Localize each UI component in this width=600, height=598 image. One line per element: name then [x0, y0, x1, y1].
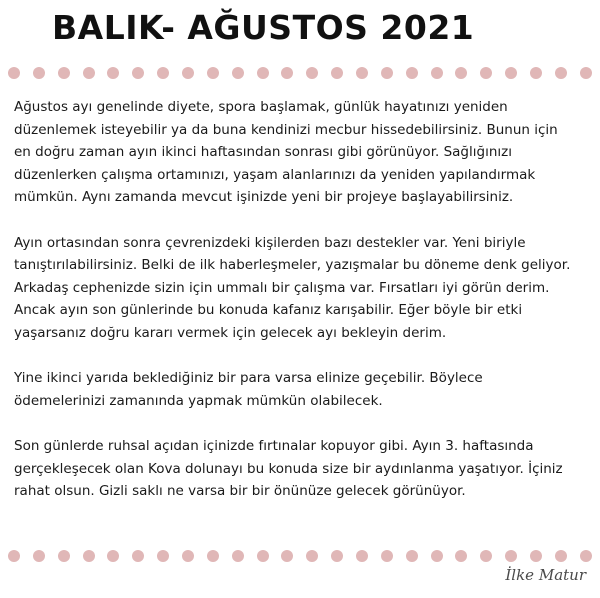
divider-dot [431, 67, 443, 79]
divider-dot [331, 67, 343, 79]
divider-dot [8, 550, 20, 562]
divider-dot [406, 550, 418, 562]
divider-dot [580, 67, 592, 79]
text-line: düzenlemek isteyebilir ya da buna kendinizi mecbur hissedebilirsiniz. Bunun için [14, 121, 558, 138]
divider-dot [381, 67, 393, 79]
divider-dot [306, 550, 318, 562]
divider-dot [431, 550, 443, 562]
divider-dot [455, 67, 467, 79]
paragraph [14, 435, 588, 503]
divider-dot [406, 67, 418, 79]
divider-dot [555, 550, 567, 562]
divider-dot [182, 550, 194, 562]
divider-dot [381, 550, 393, 562]
text-line: düzenlerken çalışma ortamınızı, yaşam alanlarınızı da yeniden yapılandırmak [14, 166, 536, 183]
divider-dot [107, 67, 119, 79]
divider-dot [306, 67, 318, 79]
bottom-dot-divider [8, 550, 592, 562]
divider-dot [58, 67, 70, 79]
divider-dot [232, 550, 244, 562]
divider-dot [157, 67, 169, 79]
divider-dot [580, 550, 592, 562]
divider-dot [157, 550, 169, 562]
text-line: Son günlerde ruhsal açıdan içinizde fırtınalar kopuyor gibi. Ayın 3. haftasında [14, 437, 534, 454]
divider-dot [182, 67, 194, 79]
text-line: ödemelerinizi zamanında yapmak mümkün olabilecek. [14, 392, 383, 409]
divider-dot [555, 67, 567, 79]
divider-dot [207, 67, 219, 79]
divider-dot [33, 67, 45, 79]
divider-dot [356, 550, 368, 562]
text-line: mümkün. Aynı zamanda mevcut işinizde yeni bir projeye başlayabilirsiniz. [14, 189, 514, 206]
divider-dot [83, 67, 95, 79]
divider-dot [207, 550, 219, 562]
divider-dot [281, 67, 293, 79]
divider-dot [232, 67, 244, 79]
text-line: gerçekleşecek olan Kova dolunayı bu konuda size bir aydınlanma yaşatıyor. İçiniz [14, 460, 563, 477]
top-dot-divider [8, 67, 592, 79]
paragraph [14, 367, 588, 412]
text-line: Ancak ayın son günlerinde bu konuda kafanız karışabilir. Eğer böyle bir etki [14, 302, 523, 319]
divider-dot [132, 67, 144, 79]
divider-dot [281, 550, 293, 562]
text-line: Ağustos ayı genelinde diyete, spora başlamak, günlük hayatınızı yeniden [14, 99, 508, 115]
text-line: yaşarsanız doğru kararı vermek için gelecek ayı bekleyin derim. [14, 324, 447, 341]
divider-dot [480, 67, 492, 79]
text-line: tanıştırılabilirsiniz. Belki de ilk haberleşmeler, yazışmalar bu döneme denk geliyor. [14, 257, 571, 274]
paragraph [14, 96, 588, 209]
page-title: BALIK- AĞUSTOS 2021 [52, 8, 475, 47]
divider-dot [530, 550, 542, 562]
divider-dot [530, 67, 542, 79]
divider-dot [505, 67, 517, 79]
text-line: rahat olsun. Gizli saklı ne varsa bir bir önünüze gelecek görünüyor. [14, 483, 466, 500]
divider-dot [83, 550, 95, 562]
divider-dot [257, 67, 269, 79]
author-signature: İlke Matur [505, 566, 586, 584]
text-line: Arkadaş cephenizde sizin için ummalı bir çalışma var. Fırsatları iyi görün derim. [14, 279, 550, 296]
paragraph [14, 232, 588, 345]
text-line: Ayın ortasından sonra çevrenizdeki kişilerden bazı destekler var. Yeni biriyle [14, 234, 526, 251]
divider-dot [455, 550, 467, 562]
text-line: Yine ikinci yarıda beklediğiniz bir para varsa elinize geçebilir. Böylece [14, 370, 483, 387]
divider-dot [8, 67, 20, 79]
divider-dot [257, 550, 269, 562]
divider-dot [33, 550, 45, 562]
horoscope-text [14, 96, 588, 503]
divider-dot [356, 67, 368, 79]
divider-dot [107, 550, 119, 562]
divider-dot [480, 550, 492, 562]
divider-dot [58, 550, 70, 562]
divider-dot [331, 550, 343, 562]
divider-dot [132, 550, 144, 562]
divider-dot [505, 550, 517, 562]
text-line: en doğru zaman ayın ikinci haftasından sonrası gibi görünüyor. Sağlığınızı [14, 144, 512, 161]
